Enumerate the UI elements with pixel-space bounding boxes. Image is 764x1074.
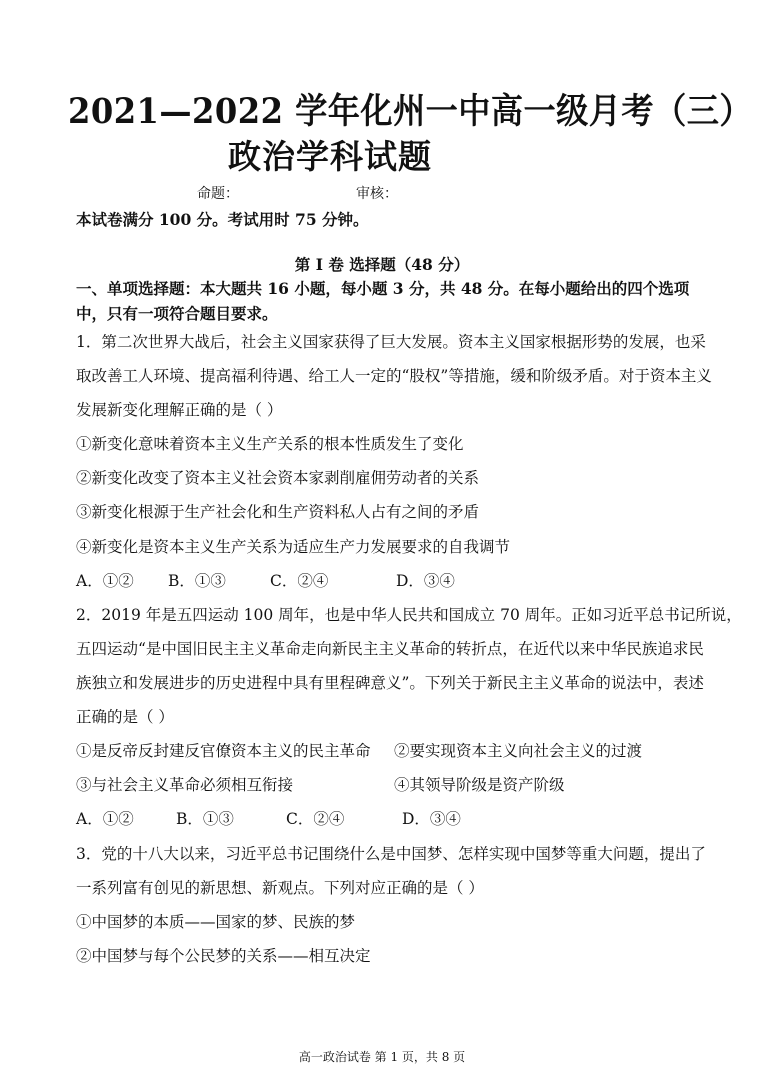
exam-title: 2021—2022 学年化州一中高一级月考（三） — [68, 91, 752, 132]
q2-option-c: C．②④ — [286, 810, 345, 828]
q2-statement-4: ④其领导阶级是资产阶级 — [394, 776, 565, 794]
q3-stem-line2: 一系列富有创见的新思想、新观点。下列对应正确的是（ ） — [76, 879, 484, 897]
q2-stem-line2: 五四运动“是中国旧民主主义革命走向新民主主义革命的转折点，在近代以来中华民族追求民 — [76, 640, 704, 658]
section-title: 第 I 卷 选择题（48 分） — [294, 255, 470, 274]
q2-statement-1: ①是反帝反封建反官僚资本主义的民主革命 — [76, 742, 371, 760]
q2-stem-line1: 2．2019 年是五四运动 100 周年，也是中华人民共和国成立 70 周年。正如习近平总书记所说， — [76, 606, 742, 624]
q2-option-b: B．①③ — [176, 810, 234, 828]
q1-statement-1: ①新变化意味着资本主义生产关系的根本性质发生了变化 — [76, 435, 464, 453]
q3-statement-2: ②中国梦与每个公民梦的关系——相互决定 — [76, 947, 371, 965]
q2-stem-line4: 正确的是（ ） — [76, 708, 174, 726]
q3-statement-1: ①中国梦的本质——国家的梦、民族的梦 — [76, 913, 356, 931]
q1-option-b: B．①③ — [168, 572, 226, 590]
exam-subject-title: 政治学科试题 — [228, 137, 432, 176]
author-label: 命题： — [197, 186, 239, 202]
q2-option-a: A．①② — [76, 810, 134, 828]
q1-stem-line1: 1．第二次世界大战后，社会主义国家获得了巨大发展。资本主义国家根据形势的发展，也采 — [76, 333, 706, 351]
q1-option-a: A．①② — [76, 572, 134, 590]
q1-statement-2: ②新变化改变了资本主义社会资本家剥削雇佣劳动者的关系 — [76, 469, 480, 487]
q1-statement-4: ④新变化是资本主义生产关系为适应生产力发展要求的自我调节 — [76, 538, 511, 556]
q2-statement-2: ②要实现资本主义向社会主义的过渡 — [394, 742, 643, 760]
q3-stem-line1: 3．党的十八大以来，习近平总书记围绕什么是中国梦、怎样实现中国梦等重大问题，提出了 — [76, 845, 706, 863]
q1-option-d: D．③④ — [396, 572, 455, 590]
q2-stem-line3: 族独立和发展进步的历史进程中具有里程碑意义”。下列关于新民主主义革命的说法中，表述 — [76, 674, 704, 692]
section-instruction: 一、单项选择题：本大题共 16 小题，每小题 3 分，共 48 分。在每小题给出的四个选项中，只有一项符合题目要求。 — [76, 279, 690, 323]
q1-stem-line3: 发展新变化理解正确的是（ ） — [76, 401, 283, 419]
q2-option-d: D．③④ — [402, 810, 461, 828]
exam-notice: 本试卷满分 100 分。考试用时 75 分钟。 — [76, 210, 369, 229]
q2-statement-3: ③与社会主义革命必须相互衔接 — [76, 776, 294, 794]
reviewer-label: 审核： — [356, 186, 398, 202]
q1-option-c: C．②④ — [270, 572, 329, 590]
q1-statement-3: ③新变化根源于生产社会化和生产资料私人占有之间的矛盾 — [76, 503, 480, 521]
q1-stem-line2: 取改善工人环境、提高福利待遇、给工人一定的“股权”等措施，缓和阶级矛盾。对于资本主义 — [76, 367, 712, 385]
page-footer: 高一政治试卷 第 1 页，共 8 页 — [298, 1050, 466, 1064]
